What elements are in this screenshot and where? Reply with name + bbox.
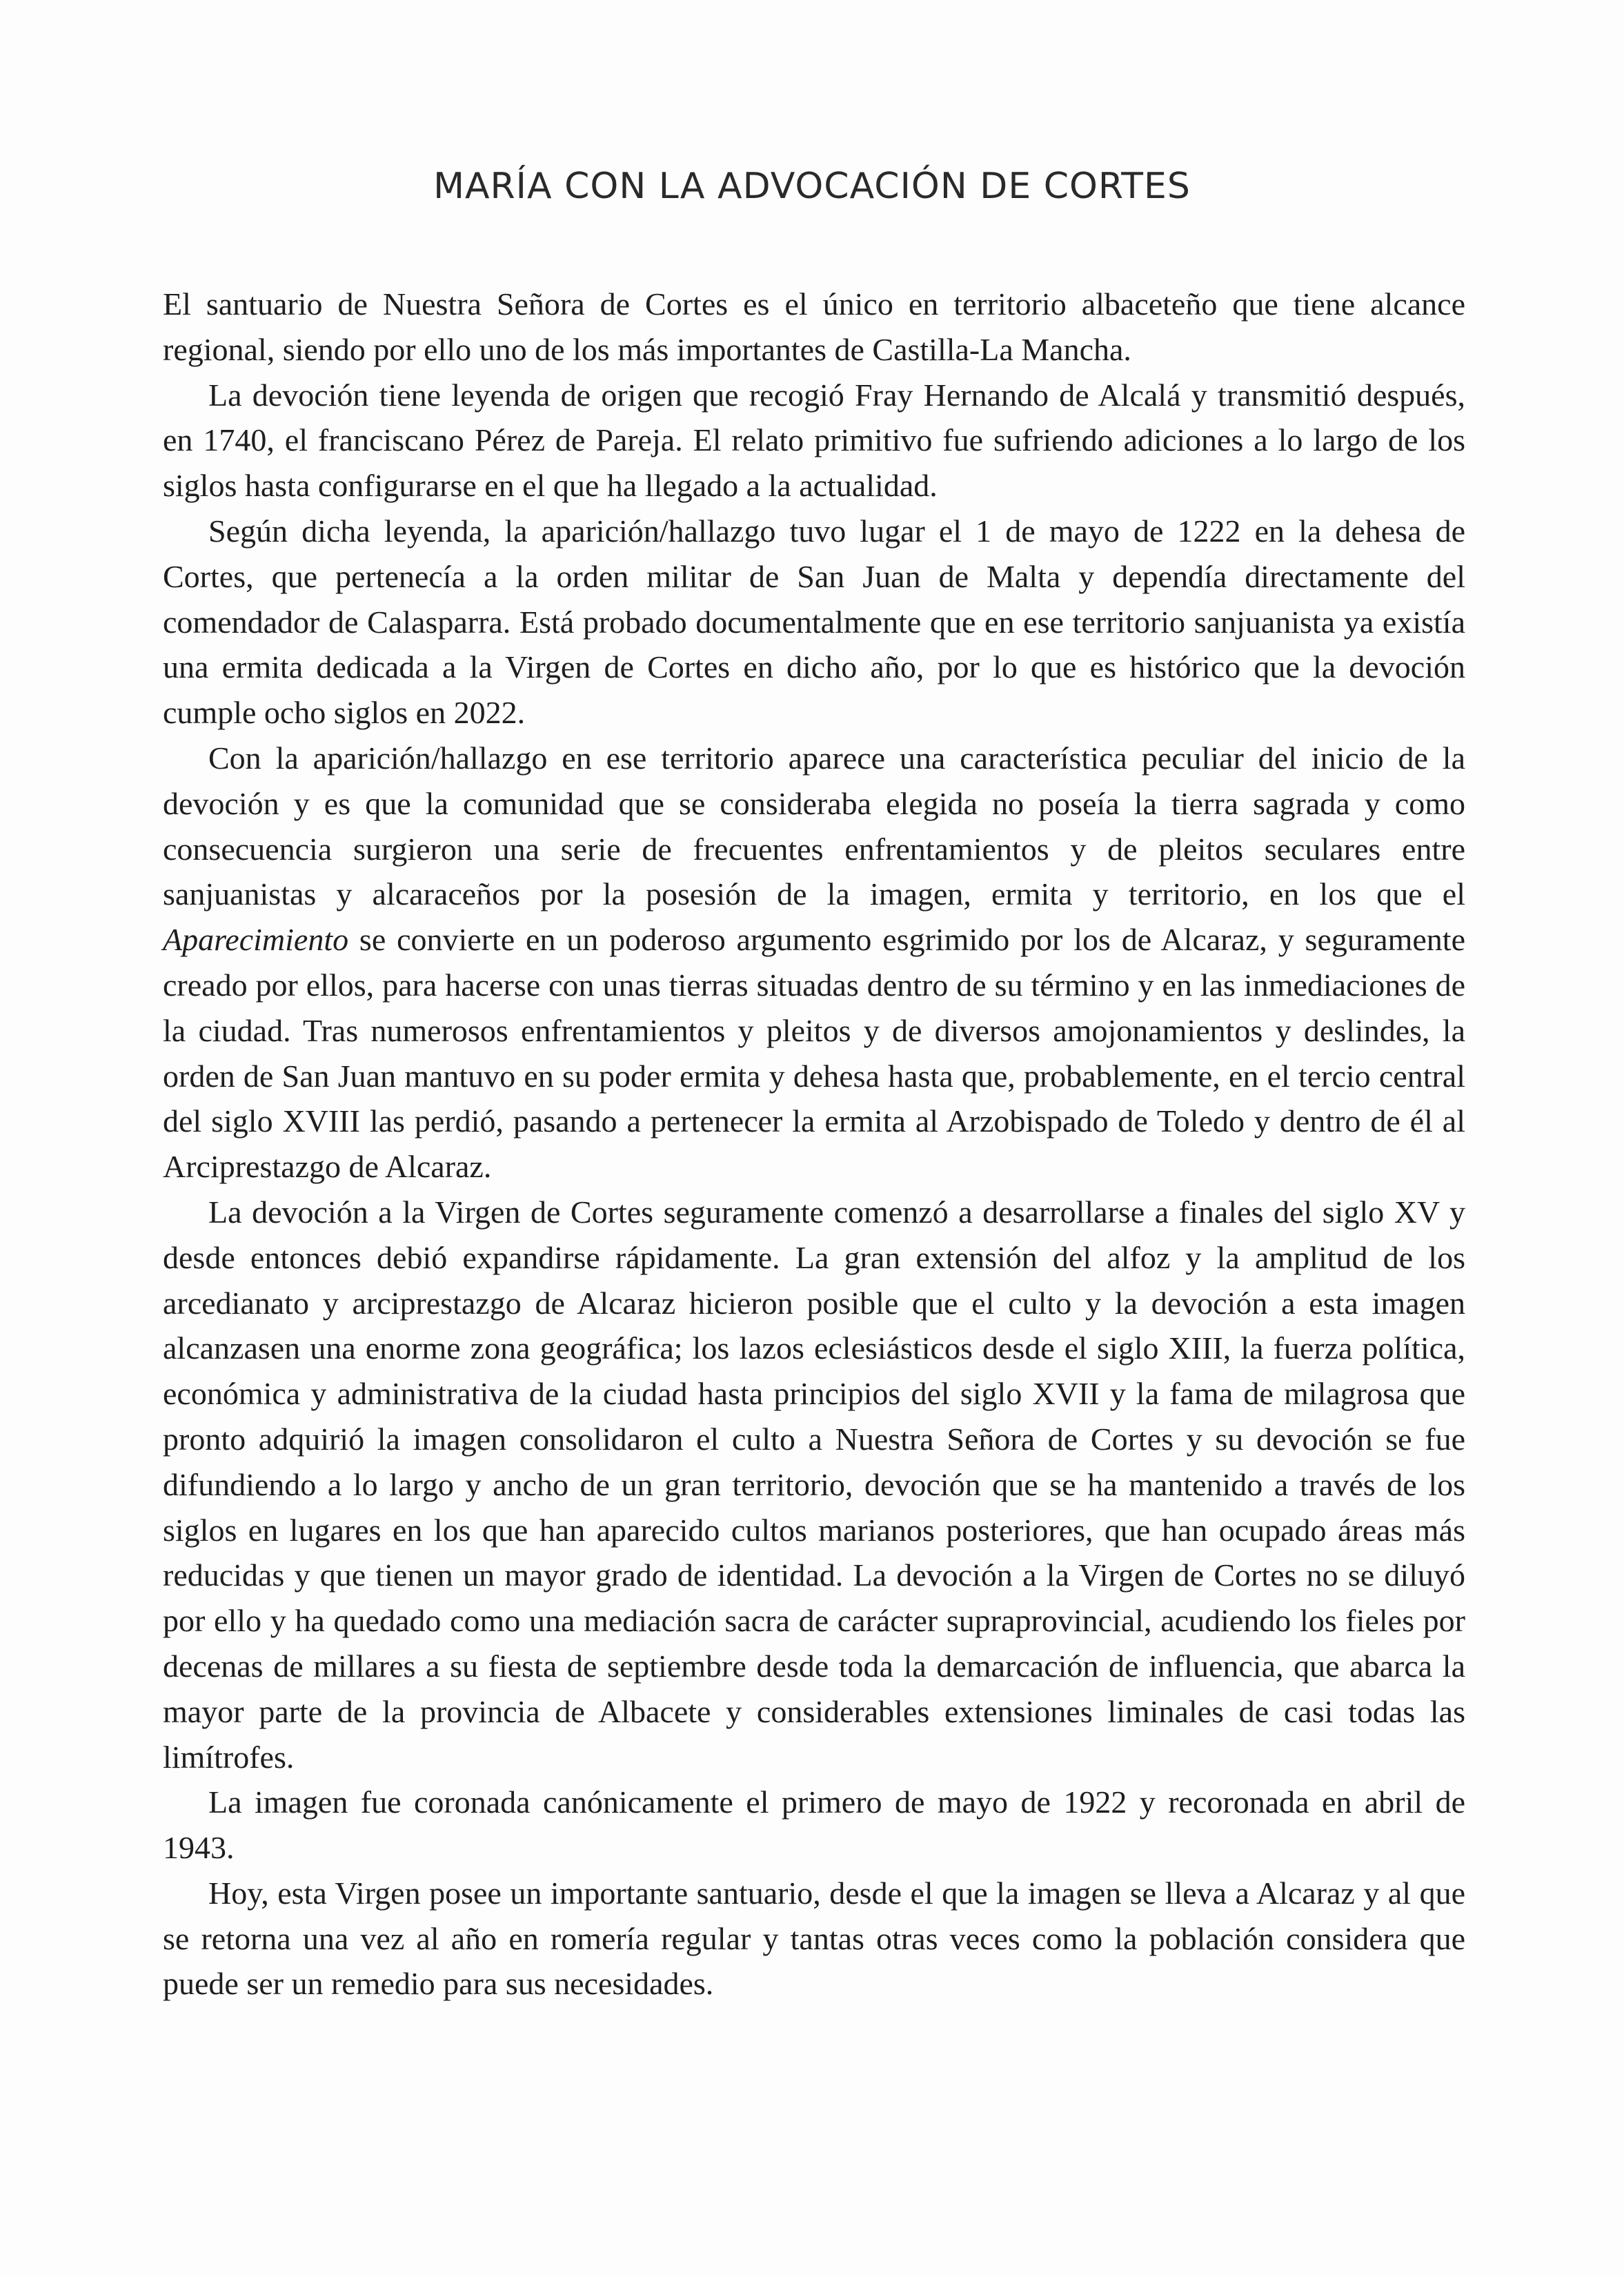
paragraph: La imagen fue coronada canónicamente el primero de mayo de 1922 y recoronada en abril de 1943. xyxy=(163,1784,1465,1866)
paragraph: La devoción tiene leyenda de origen que recogió Fray Hernando de Alcalá y transmitió después, en 1740, el franciscano Pérez de Pareja. El relato primitivo fue sufriendo adiciones a lo largo de los siglos hasta configurarse en el que ha llegado a la actualidad. xyxy=(163,377,1465,504)
paragraph: El santuario de Nuestra Señora de Cortes es el único en territorio albaceteño que tiene alcance regional, siendo por ello uno de los más importantes de Castilla-La Mancha. xyxy=(163,286,1465,367)
paragraph-text: se convierte en un poderoso argumento esgrimido por los de Alcaraz, y seguramente creado por ellos, para hacerse con unas tierras situadas dentro de su término y en las inmediaciones de la ciudad. Tras numerosos enfrentamientos y pleitos y de diversos amojonamientos y deslindes, la orden de San Juan mantuvo en su poder ermita y dehesa hasta que, probablemente, en el tercio central del siglo XVIII las perdió, pasando a pertenecer la ermita al Arzobispado de Toledo y dentro de él al Arciprestazgo de Alcaraz. xyxy=(163,922,1465,1185)
italic-term: Aparecimiento xyxy=(163,922,349,958)
paragraph: Hoy, esta Virgen posee un importante santuario, desde el que la imagen se lleva a Alcaraz y al que se retorna una vez al año en romería regular y tantas otras veces como la población considera que puede ser un remedio para sus necesidades. xyxy=(163,1875,1465,2002)
page-title: MARÍA CON LA ADVOCACIÓN DE CORTES xyxy=(433,166,1191,207)
paragraph: La devoción a la Virgen de Cortes seguramente comenzó a desarrollarse a finales del siglo XV y desde entonces debió expandirse rápidamente. La gran extensión del alfoz y la amplitud de los arcedianato y arciprestazgo de Alcaraz hicieron posible que el culto y la devoción a esta imagen alcanzasen una enorme zona geográfica; los lazos eclesiásticos desde el siglo XIII, la fuerza política, económica y administrativa de la ciudad hasta principios del siglo XVII y la fama de milagrosa que pronto adquirió la imagen consolidaron el culto a Nuestra Señora de Cortes y su devoción se fue difundiendo a lo largo y ancho de un gran territorio, devoción que se ha mantenido a través de los siglos en lugares en los que han aparecido cultos marianos posteriores, que han ocupado áreas más reducidas y que tienen un mayor grado de identidad. La devoción a la Virgen de Cortes no se diluyó por ello y ha quedado como una mediación sacra de carácter supraprovincial, acudiendo los fieles por decenas de millares a su fiesta de septiembre desde toda la demarcación de influencia, que abarca la mayor parte de la provincia de Albacete y considerables extensiones liminales de casi todas las limítrofes. xyxy=(163,1194,1465,1775)
paragraph xyxy=(163,736,1465,1190)
paragraph-text: Con la aparición/hallazgo en ese territorio aparece una característica peculiar del inicio de la devoción y es que la comunidad que se consideraba elegida no poseía la tierra sagrada y como consecuencia surgieron una serie de frecuentes enfrentamientos y de pleitos seculares entre sanjuanistas y alcaraceños por la posesión de la imagen, ermita y territorio, en los que el xyxy=(163,740,1465,912)
body-text xyxy=(163,282,1465,2007)
paragraph: Según dicha leyenda, la aparición/hallazgo tuvo lugar el 1 de mayo de 1222 en la dehesa de Cortes, que pertenecía a la orden militar de San Juan de Malta y dependía directamente del comendador de Calasparra. Está probado documentalmente que en ese territorio sanjuanista ya existía una ermita dedicada a la Virgen de Cortes en dicho año, por lo que es histórico que la devoción cumple ocho siglos en 2022. xyxy=(163,513,1465,731)
